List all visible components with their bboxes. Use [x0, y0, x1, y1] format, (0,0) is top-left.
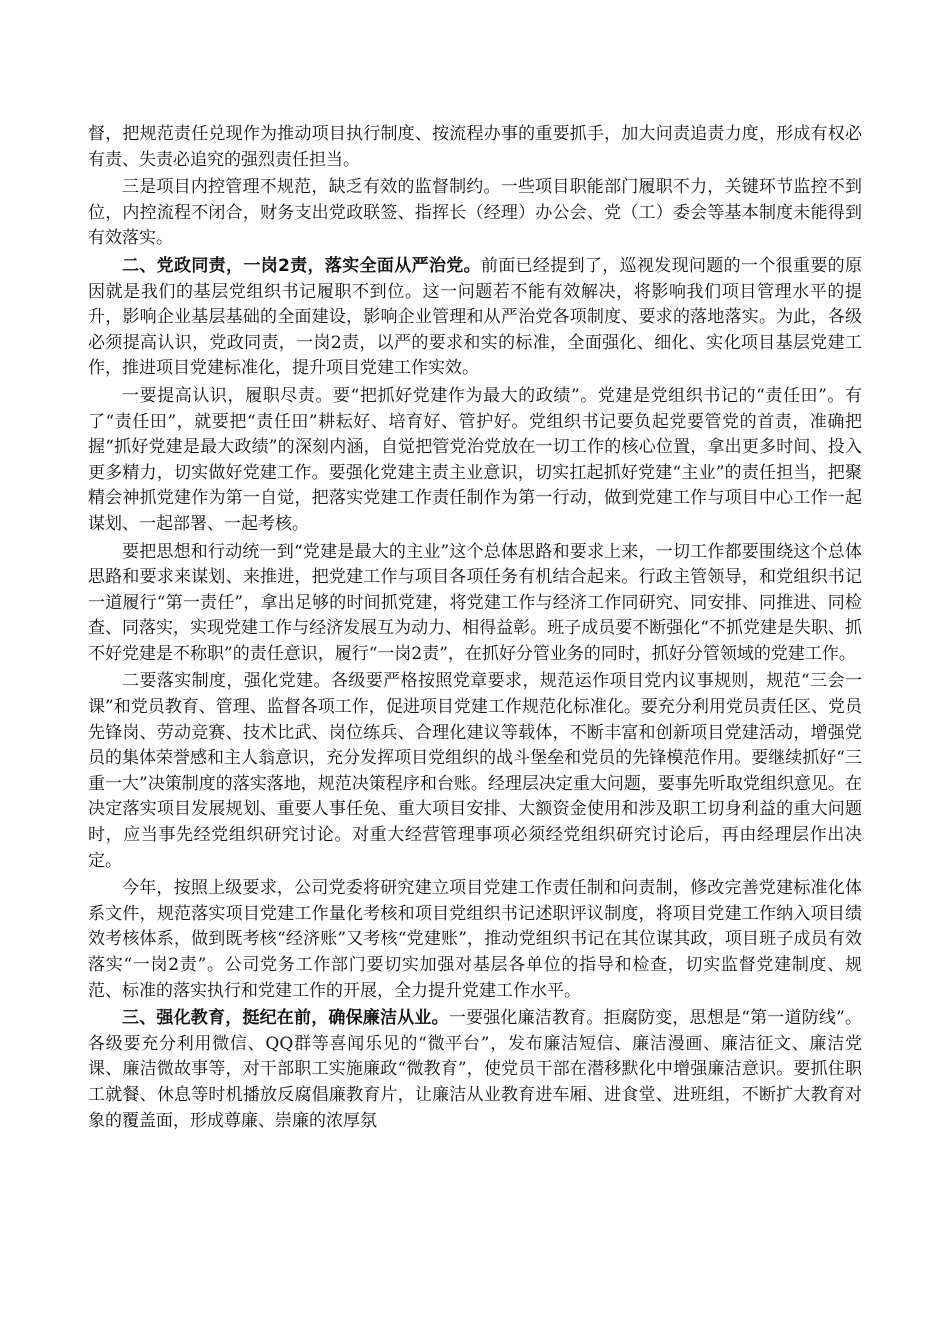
paragraph-6 — [88, 669, 862, 874]
paragraph-5 — [88, 540, 862, 668]
paragraph-7 — [88, 876, 862, 1004]
paragraph-text: 前面已经提到了，巡视发现问题的一个很重要的原因就是我们的基层党组织书记履职不到位。这一问题若不能有效解决，将影响我们项目管理水平的提升，影响企业基层基础的全面建设，影响企业管理和从严治党各项制度、要求的落地落实。为此，各级必须提高认识，党政同责，一岗2责，以严的要求和实的标准，全面强化、细化、实化项目基层党建工作，推进项目党建标准化，提升项目党建工作实效。 — [88, 255, 863, 379]
paragraph-text: 今年，按照上级要求，公司党委将研究建立项目党建工作责任制和问责制，修改完善党建标准化体系文件，规范落实项目党建工作量化考核和项目党组织书记述职评议制度，将项目党建工作纳入项目绩效考核体系，做到既考核“经济账”又考核“党建账”，推动党组织书记在其位谋其政，项目班子成员有效落实“一岗2责”。公司党务工作部门要切实加强对基层各单位的指导和检查，切实监督党建制度、规范、标准的落实执行和党建工作的开展，全力提升党建工作水平。 — [88, 878, 862, 1001]
section-3-paragraph — [88, 1006, 862, 1134]
paragraph-text: 一要强化廉洁教育。拒腐防变，思想是“第一道防线”。各级要充分利用微信、QQ群等喜闻乐见的“微平台”，发布廉洁短信、廉洁漫画、廉洁征文、廉洁党课、廉洁微故事等，对干部职工实施廉政“微教育”，使党员干部在潜移默化中增强廉洁意识。要抓住职工就餐、休息等时机播放反腐倡廉教育片，让廉洁从业教育进车厢、进食堂、进班组，不断扩大教育对象的覆盖面，形成尊廉、崇廉的浓厚氛 — [88, 1008, 862, 1131]
paragraph-2 — [88, 175, 862, 252]
paragraph-text: 三是项目内控管理不规范，缺乏有效的监督制约。一些项目职能部门履职不力，关键环节监控不到位，内控流程不闭合，财务支出党政联签、指挥长（经理）办公会、党（工）委会等基本制度未能得到有效落实。 — [88, 177, 862, 249]
section-heading: 二、党政同责，一岗2责，落实全面从严治党。 — [122, 255, 481, 276]
section-heading: 三、强化教育，挺纪在前，确保廉洁从业。 — [122, 1008, 449, 1029]
paragraph-text: 督，把规范责任兑现作为推动项目执行制度、按流程办事的重要抓手，加大问责追责力度，形成有权必有责、失责必追究的强烈责任担当。 — [88, 124, 862, 170]
section-2-paragraph — [88, 254, 862, 382]
paragraph-text: 二要落实制度，强化党建。各级要严格按照党章要求，规范运作项目党内议事规则，规范“三会一课”和党员教育、管理、监督各项工作，促进项目党建工作规范化标准化。要充分利用党员责任区、党员先锋岗、劳动竞赛、技术比武、岗位练兵、合理化建议等载体，不断丰富和创新项目党建活动，增强党员的集体荣誉感和主人翁意识，充分发挥项目党组织的战斗堡垒和党员的先锋模范作用。要继续抓好“三重一大”决策制度的落实落地，规范决策程序和台账。经理层决定重大问题，要事先听取党组织意见。在决定落实项目发展规划、重要人事任免、重大项目安排、大额资金使用和涉及职工切身利益的重大问题时，应当事先经党组织研究讨论。对重大经营管理事项必须经党组织研究讨论后，再由经理层作出决定。 — [88, 671, 862, 871]
paragraph-4 — [88, 384, 862, 538]
paragraph-text: 一要提高认识，履职尽责。要“把抓好党建作为最大的政绩”。党建是党组织书记的“责任田”。有了“责任田”，就要把“责任田”耕耘好、培育好、管护好。党组织书记要负起党要管党的首责，准确把握“抓好党建是最大政绩”的深刻内涵，自觉把管党治党放在一切工作的核心位置，拿出更多时间、投入更多精力，切实做好党建工作。要强化党建主责主业意识，切实扛起抓好党建“主业”的责任担当，把聚精会神抓党建作为第一自觉，把落实党建工作责任制作为第一行动，做到党建工作与项目中心工作一起谋划、一起部署、一起考核。 — [88, 385, 862, 534]
paragraph-text: 要把思想和行动统一到“党建是最大的主业”这个总体思路和要求上来，一切工作都要围绕这个总体思路和要求来谋划、来推进，把党建工作与项目各项任务有机结合起来。行政主管领导，和党组织书记一道履行“第一责任”，拿出足够的时间抓党建，将党建工作与经济工作同研究、同安排、同推进、同检查、同落实，实现党建工作与经济发展互为动力、相得益彰。班子成员要不断强化“不抓党建是失职、抓不好党建是不称职”的责任意识，履行“一岗2责”，在抓好分管业务的同时，抓好分管领域的党建工作。 — [88, 541, 862, 664]
paragraph-1 — [88, 122, 862, 173]
